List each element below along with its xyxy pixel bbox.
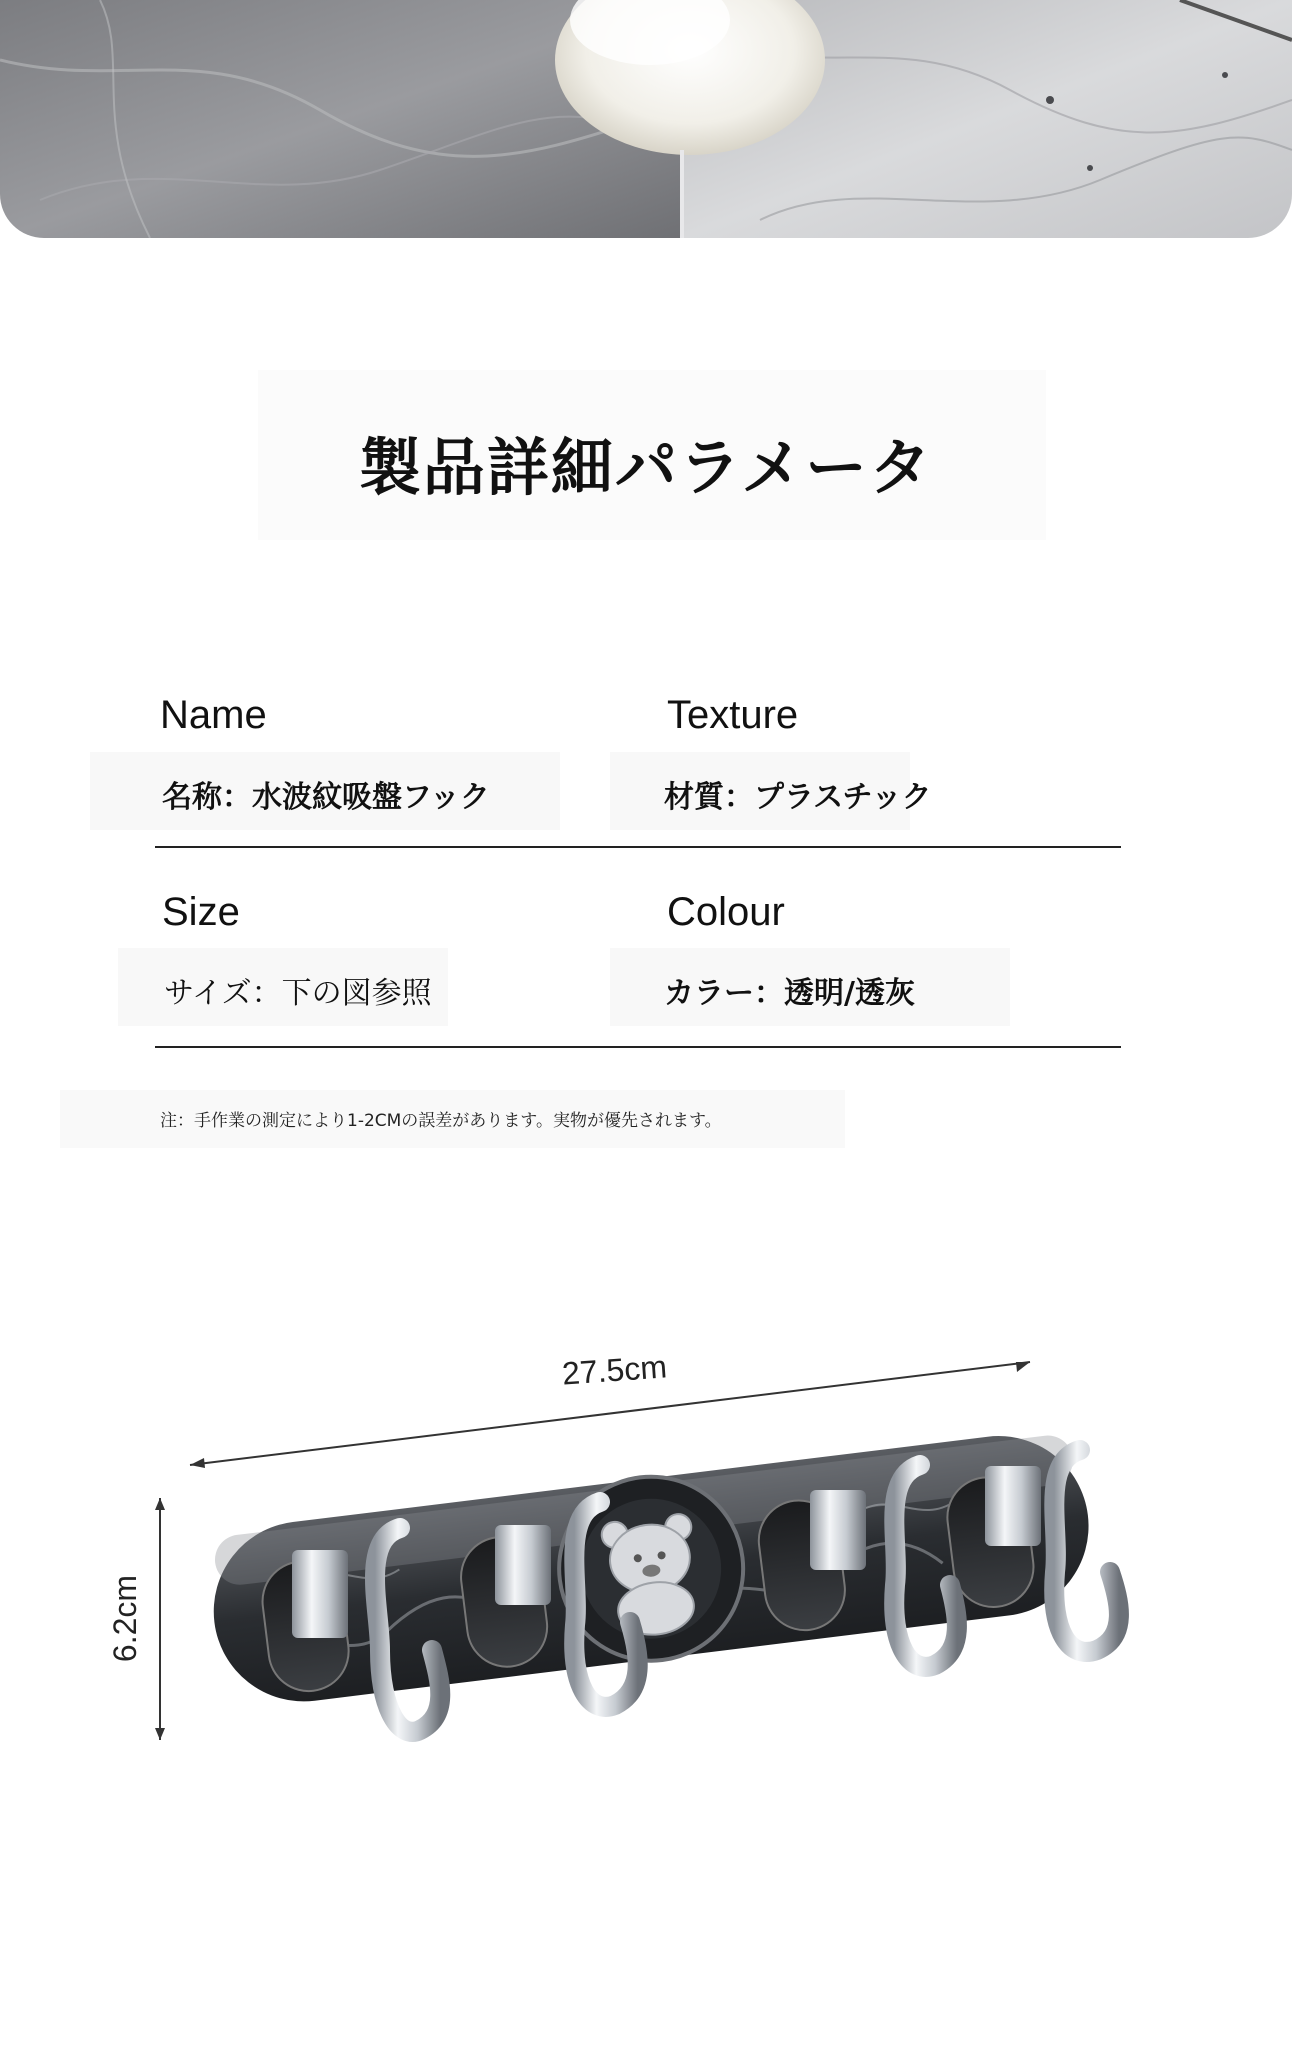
name-label: Name xyxy=(160,693,267,737)
colour-label: Colour xyxy=(667,890,785,934)
page-title: 製品詳細パラメータ xyxy=(358,431,934,504)
size-value: サイズ：下の図参照 xyxy=(164,976,432,1011)
size-label: Size xyxy=(162,890,240,934)
product-illustration xyxy=(0,1310,1292,1870)
measurement-note: 注：手作業の測定により1-2CMの誤差があります。実物が優先されます。 xyxy=(160,1111,722,1131)
texture-value: 材質：プラスチック xyxy=(664,780,932,815)
hero-marble-photo xyxy=(0,0,1292,238)
name-value: 名称：水波紋吸盤フック xyxy=(162,780,490,815)
colour-value: カラー：透明/透灰 xyxy=(664,976,915,1011)
width-dimension-label: 27.5cm xyxy=(560,1348,669,1392)
height-dimension-label: 6.2cm xyxy=(107,1574,144,1663)
texture-label: Texture xyxy=(667,693,799,737)
divider-line xyxy=(155,1046,1121,1048)
divider-line xyxy=(155,846,1121,848)
